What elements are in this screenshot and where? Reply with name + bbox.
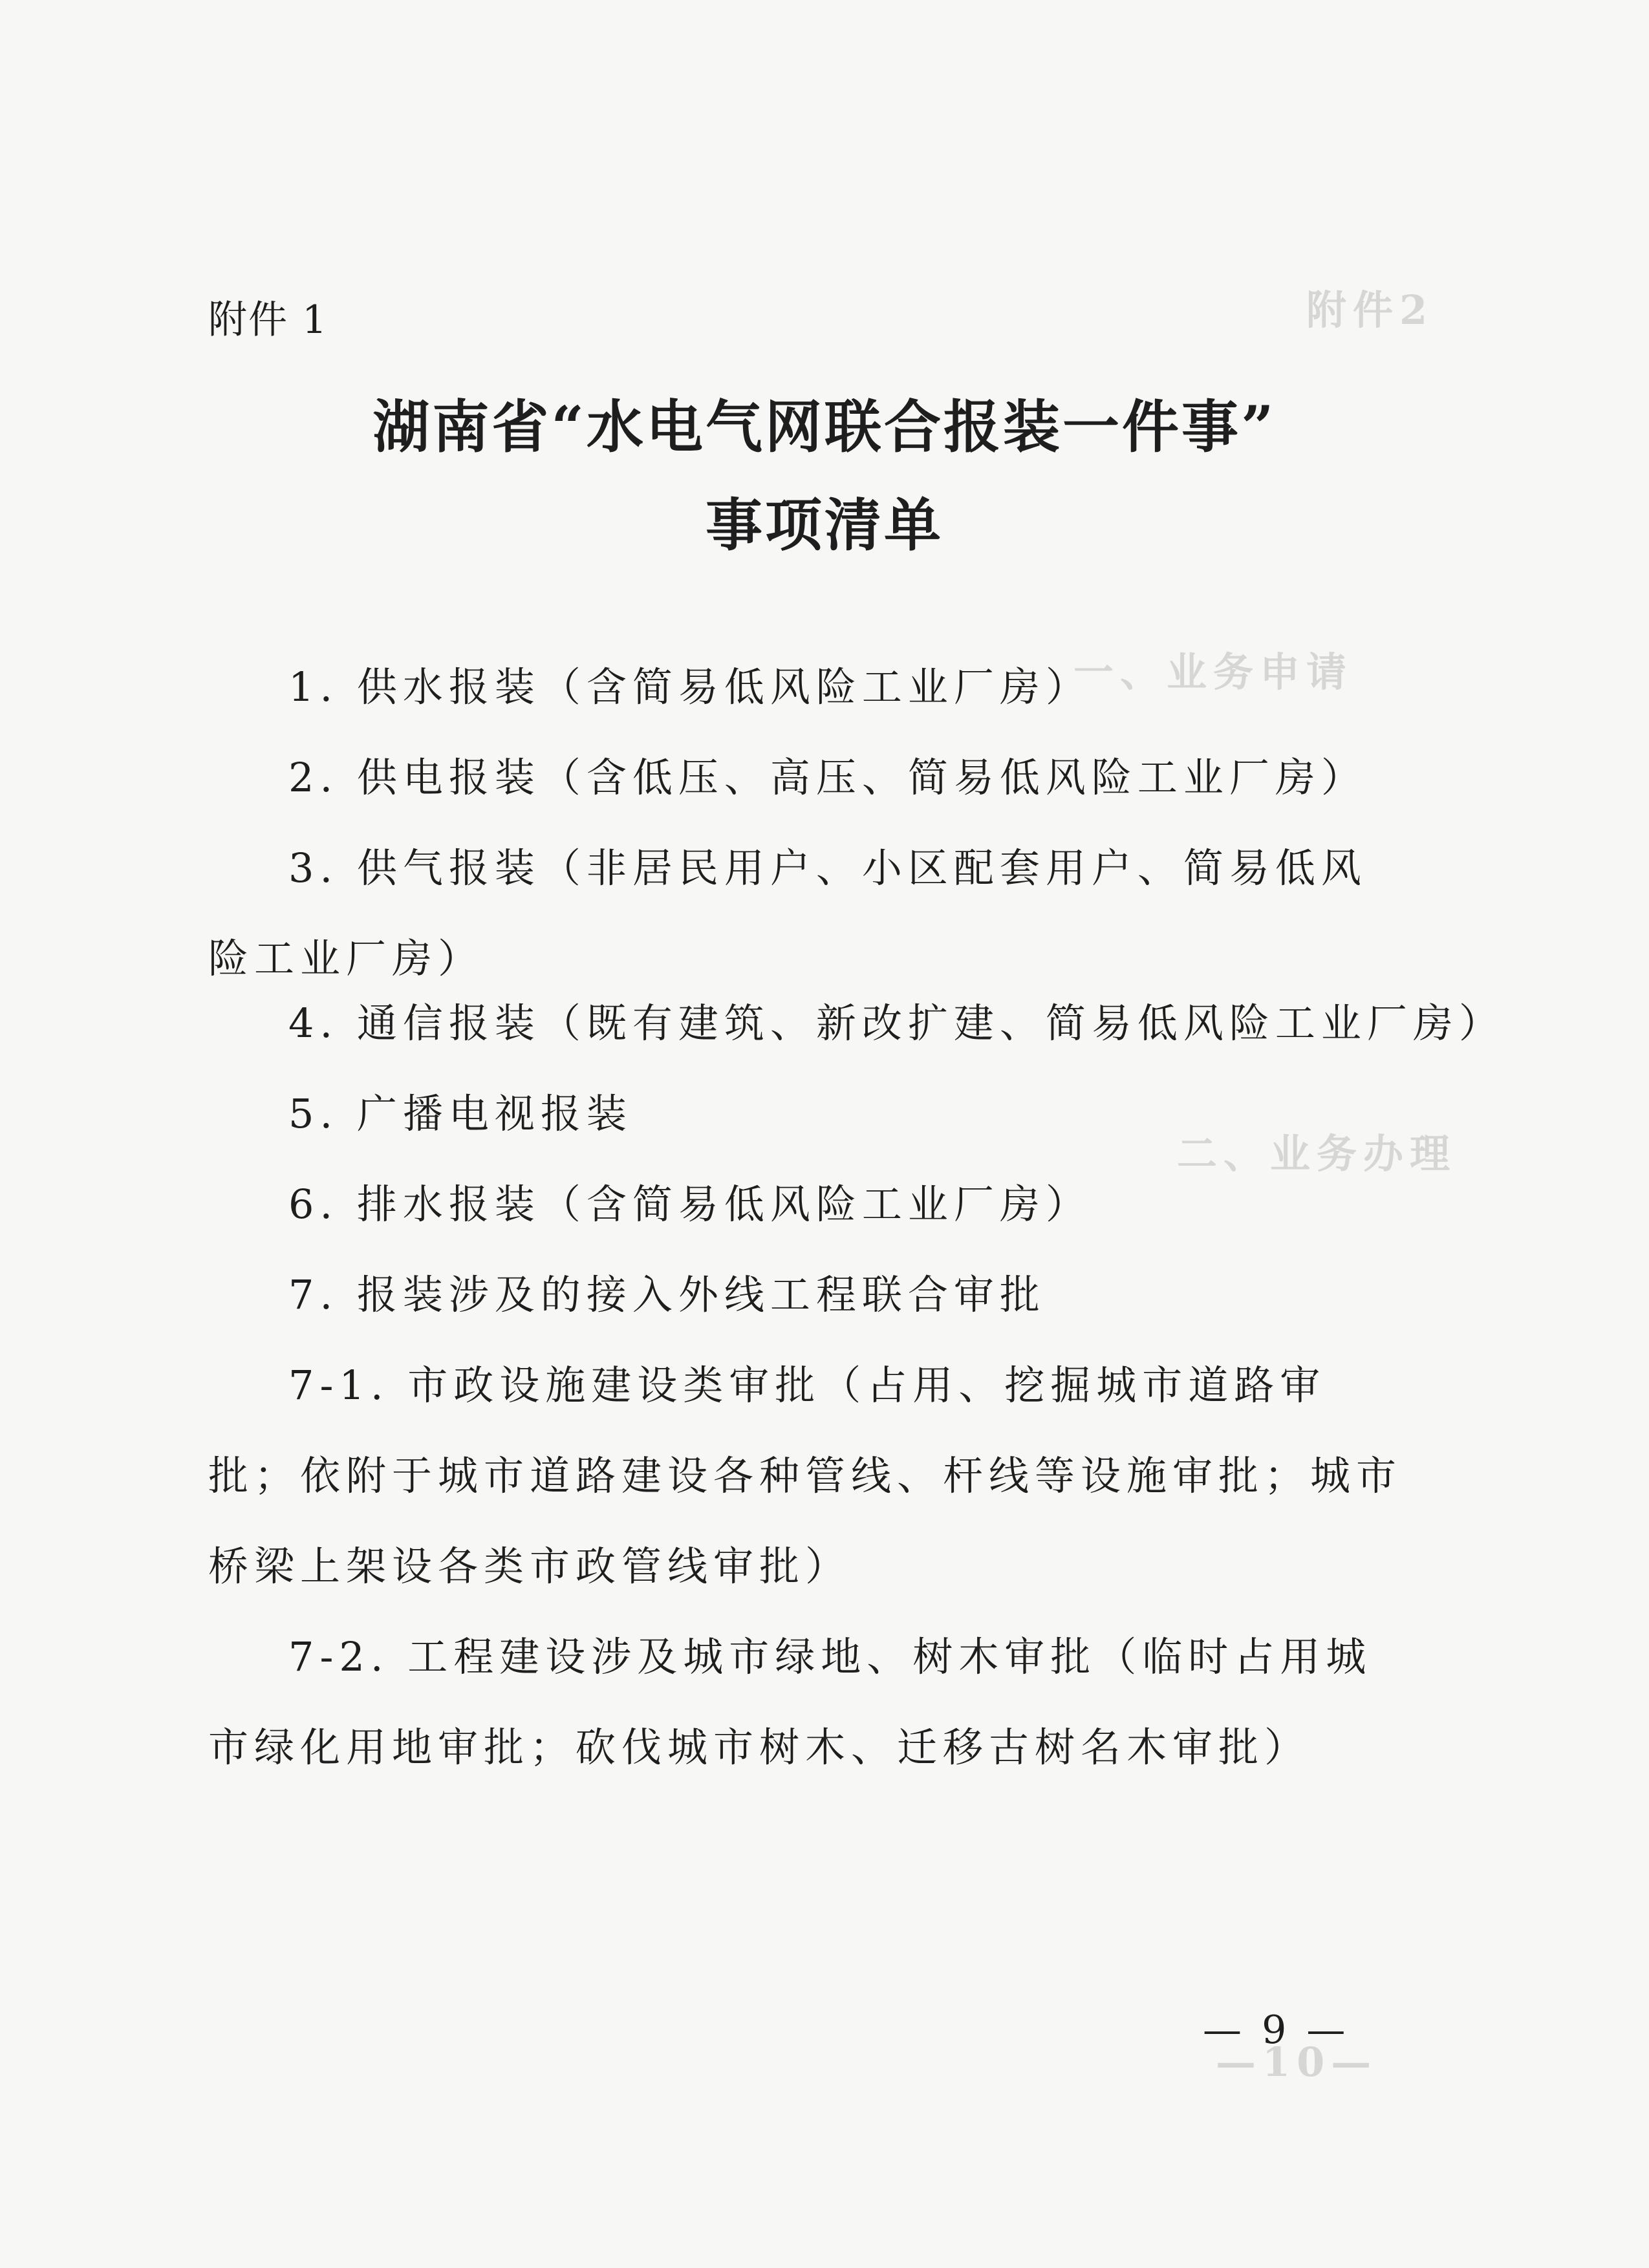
list-item-5: 5. 广播电视报装 (288, 1090, 632, 1137)
bleed-section2: 二、业务办理 (1177, 1130, 1457, 1177)
list-item-2: 2. 供电报装（含低压、高压、简易低风险工业厂房） (288, 754, 1367, 801)
list-item-7: 7. 报装涉及的接入外线工程联合审批 (288, 1271, 1046, 1318)
annex-label: 附件 1 (208, 297, 329, 343)
document-title-line1: 湖南省“水电气网联合报装一件事” (372, 393, 1277, 460)
list-item-7-1: 7-1. 市政设施建设类审批（占用、挖掘城市道路审批；依附于城市道路建设各种管线、杆线等设施审批；城市桥梁上架设各类市政管线审批） (208, 1362, 1403, 1590)
list-item-3: 3. 供气报装（非居民用户、小区配套用户、简易低风险工业厂房） (208, 844, 1367, 982)
bleed-page-number: —10— (1216, 2038, 1378, 2086)
list-item-6: 6. 排水报装（含简易低风险工业厂房） (288, 1181, 1092, 1228)
bleed-heading: 一、业务申请 (1073, 648, 1353, 696)
list-item-4: 4. 通信报装（既有建筑、新改扩建、简易低风险工业厂房） (288, 1000, 1505, 1047)
list-item-7-2: 7-2. 工程建设涉及城市绿地、树木审批（临时占用城市绿化用地审批；砍伐城市树木、迁移古树名木审批） (208, 1633, 1372, 1771)
list-item-1: 1. 供水报装（含简易低风险工业厂房） (288, 663, 1092, 711)
bleed-annex-label: 附件2 (1306, 286, 1434, 334)
page-number: — 9 — (1203, 2007, 1350, 2053)
document-title-line2: 事项清单 (705, 491, 943, 559)
